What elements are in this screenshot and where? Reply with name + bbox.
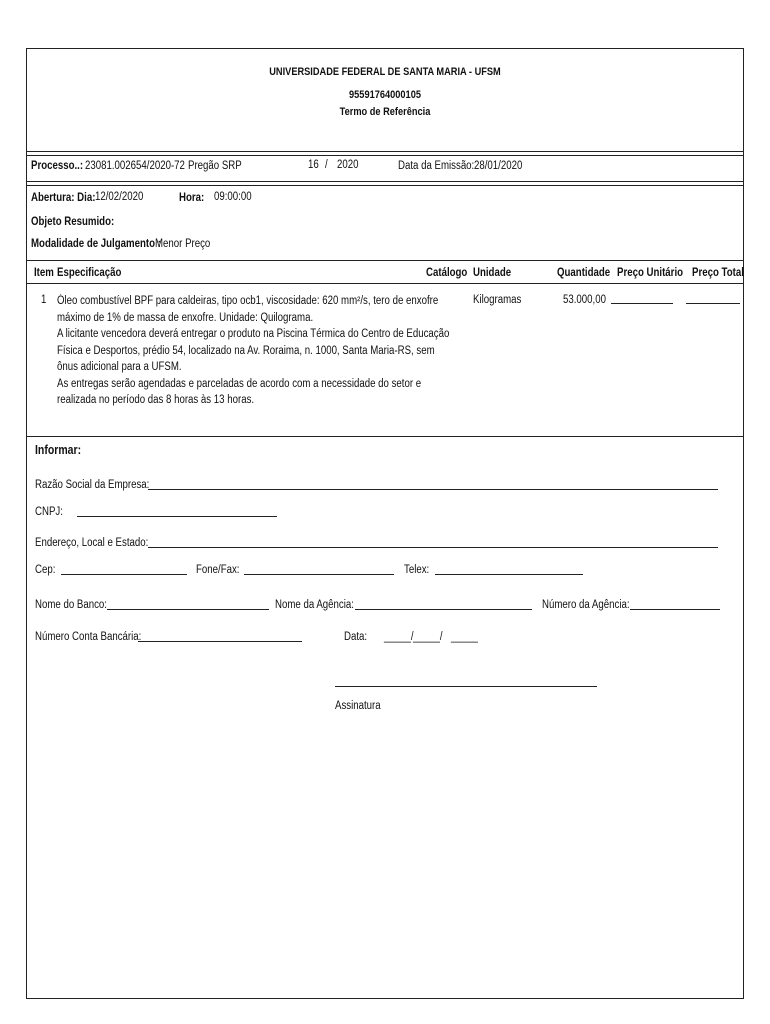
phone-field[interactable]	[244, 574, 394, 575]
object-label: Objeto Resumido:	[31, 216, 115, 228]
document-page	[26, 48, 744, 999]
account-label: Número Conta Bancária:	[35, 631, 142, 643]
emission-label: Data da Emissão:	[398, 160, 475, 172]
spec-line: máximo de 1% de massa de enxofre. Unidade: Quilograma.	[57, 311, 314, 324]
row-item-number: 1	[41, 294, 47, 306]
divider	[27, 151, 743, 152]
pregao-year: 2020	[337, 159, 359, 171]
pregao-number: 16	[308, 159, 319, 171]
opening-hour-label: Hora:	[179, 192, 205, 204]
phone-label: Fone/Fax:	[196, 564, 240, 576]
company-field[interactable]	[148, 489, 718, 490]
divider	[27, 181, 743, 182]
row-specification	[57, 293, 450, 409]
spec-line: realizada no período das 8 horas às 13 horas.	[57, 394, 255, 406]
institution-name: UNIVERSIDADE FEDERAL DE SANTA MARIA - UFSM	[269, 66, 501, 78]
col-catalog: Catálogo	[426, 267, 468, 279]
spec-line: As entregas serão agendadas e parceladas de acordo com a necessidade do setor e	[57, 377, 422, 390]
emission-date: 28/01/2020	[474, 160, 523, 172]
agency-name-field[interactable]	[355, 609, 532, 610]
bank-field[interactable]	[107, 609, 269, 610]
inform-title: Informar:	[35, 443, 82, 457]
pregao-separator: /	[325, 159, 328, 171]
address-label: Endereço, Local e Estado:	[35, 537, 149, 549]
opening-hour-value: 09:00:00	[214, 191, 252, 203]
col-item: Item	[34, 267, 54, 279]
col-spec: Especificação	[57, 267, 122, 279]
document-title: Termo de Referência	[339, 106, 431, 118]
opening-day-value: 12/02/2020	[95, 191, 144, 203]
cnpj-label: CNPJ:	[35, 506, 63, 518]
address-field[interactable]	[148, 547, 718, 548]
divider	[27, 155, 743, 156]
total-price-blank[interactable]	[686, 303, 740, 304]
col-unit: Unidade	[473, 267, 512, 279]
institution-cnpj: 95591764000105	[349, 89, 421, 101]
signature-line[interactable]	[335, 686, 597, 687]
account-field[interactable]	[138, 641, 302, 642]
col-total-price: Preço Total	[692, 267, 744, 279]
divider	[27, 260, 743, 261]
spec-line: ônus adicional para a UFSM.	[57, 361, 182, 373]
date-year-blank[interactable]: _____	[451, 631, 478, 643]
judgment-value: Menor Preço	[155, 238, 211, 250]
agency-number-field[interactable]	[630, 609, 720, 610]
date-month-blank[interactable]: _____/	[413, 631, 443, 643]
date-label: Data:	[344, 631, 368, 643]
cep-field[interactable]	[61, 574, 187, 575]
row-quantity: 53.000,00	[563, 294, 606, 306]
opening-day-label: Abertura: Dia:	[31, 192, 96, 204]
telex-label: Telex:	[404, 564, 430, 576]
cep-label: Cep:	[35, 564, 56, 576]
signature-label: Assinatura	[335, 700, 381, 712]
company-label: Razão Social da Empresa:	[35, 479, 150, 491]
col-quantity: Quantidade	[557, 267, 611, 279]
judgment-label: Modalidade de Julgamento :	[31, 238, 161, 250]
divider	[27, 185, 743, 186]
telex-field[interactable]	[435, 574, 583, 575]
bank-label: Nome do Banco:	[35, 599, 107, 611]
unit-price-blank[interactable]	[611, 303, 673, 304]
cnpj-field[interactable]	[77, 516, 277, 517]
agency-number-label: Número da Agência:	[542, 599, 630, 611]
row-unit: Kilogramas	[473, 294, 522, 306]
date-day-blank[interactable]: _____/	[384, 631, 414, 643]
process-modality: Pregão SRP	[188, 160, 242, 172]
divider	[27, 436, 743, 437]
spec-line: Óleo combustível BPF para caldeiras, tipo ocb1, viscosidade: 620 mm²/s, tero de enxofre	[57, 295, 439, 307]
col-unit-price: Preço Unitário	[617, 267, 684, 279]
spec-line: Física e Desportos, prédio 54, localizado na Av. Roraima, n. 1000, Santa Maria-RS, sem	[57, 344, 435, 357]
document-header	[27, 49, 743, 151]
divider	[27, 283, 743, 284]
agency-name-label: Nome da Agência:	[275, 599, 354, 611]
spec-line: A licitante vencedora deverá entregar o produto na Piscina Térmica do Centro de Educação	[57, 328, 450, 340]
process-number: 23081.002654/2020-72	[85, 160, 185, 172]
process-label: Processo..:	[31, 160, 84, 172]
